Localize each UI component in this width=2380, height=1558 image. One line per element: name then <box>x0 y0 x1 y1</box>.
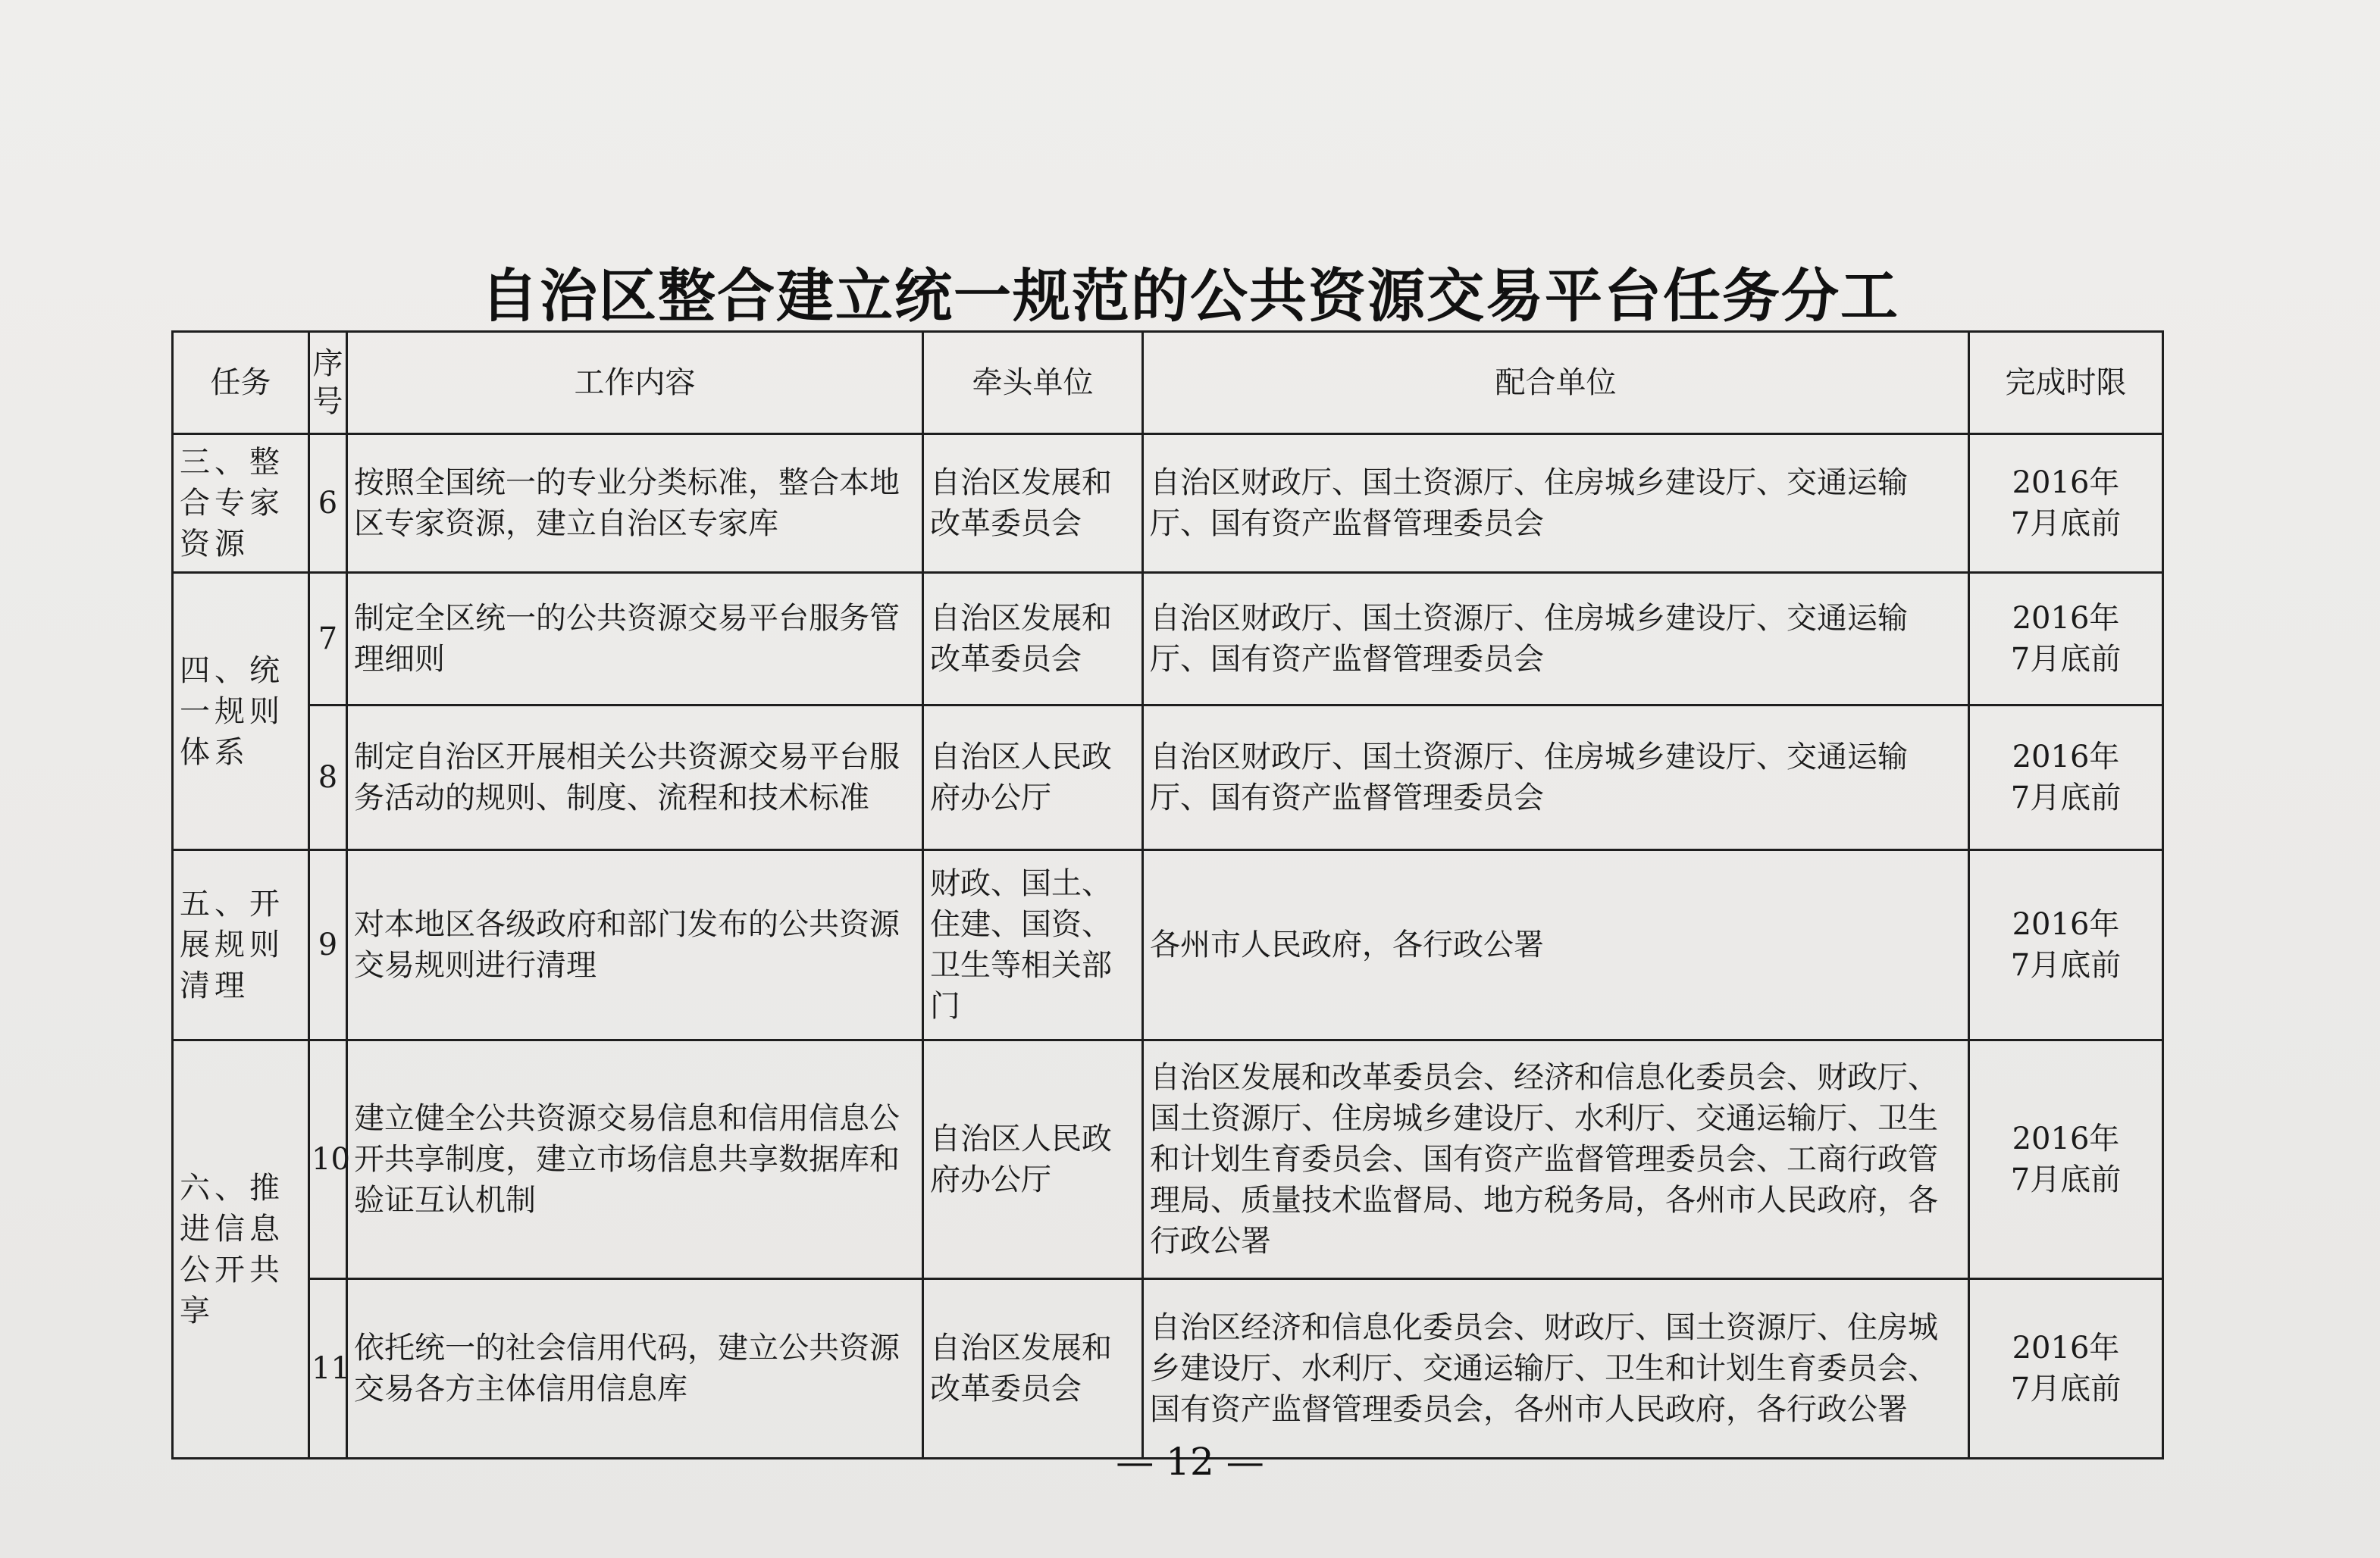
deadline-year: 2016年 <box>2012 465 2120 500</box>
table-row <box>173 1040 2163 1279</box>
deadline-date: 7月底前 <box>2010 1372 2122 1406</box>
lead-cell: 自治区人民政府办公厅 <box>923 1040 1143 1279</box>
header-deadline: 完成时限 <box>1969 332 2163 434</box>
document-title: 自治区整合建立统一规范的公共资源交易平台任务分工 <box>481 262 1899 330</box>
deadline-date: 7月底前 <box>2010 642 2122 677</box>
header-cooperate: 配合单位 <box>1143 332 1969 434</box>
lead-cell: 自治区发展和改革委员会 <box>923 1279 1143 1459</box>
cooperate-cell: 自治区财政厅、国土资源厅、住房城乡建设厅、交通运输厅、国有资产监督管理委员会 <box>1143 705 1969 850</box>
cooperate-cell: 自治区经济和信息化委员会、财政厅、国土资源厅、住房城乡建设厅、水利厅、交通运输厅、卫生和计划生育委员会、国有资产监督管理委员会，各州市人民政府，各行政公署 <box>1143 1279 1969 1459</box>
lead-cell: 自治区发展和改革委员会 <box>923 573 1143 705</box>
work-cell: 按照全国统一的专业分类标准，整合本地区专家资源，建立自治区专家库 <box>347 434 923 573</box>
header-seq: 序号 <box>309 332 347 434</box>
lead-cell: 财政、国土、住建、国资、卫生等相关部门 <box>923 850 1143 1040</box>
deadline-cell <box>1969 573 2163 705</box>
seq-cell: 10 <box>309 1040 347 1279</box>
deadline-year: 2016年 <box>2012 601 2120 636</box>
table-row <box>173 850 2163 1040</box>
work-cell: 制定自治区开展相关公共资源交易平台服务活动的规则、制度、流程和技术标准 <box>347 705 923 850</box>
header-task: 任务 <box>173 332 309 434</box>
cooperate-cell: 各州市人民政府，各行政公署 <box>1143 850 1969 1040</box>
deadline-year: 2016年 <box>2012 1331 2120 1366</box>
table-row <box>173 434 2163 573</box>
deadline-date: 7月底前 <box>2010 781 2122 815</box>
deadline-date: 7月底前 <box>2010 948 2122 983</box>
task-cell: 五、开展规则清理 <box>173 850 309 1040</box>
deadline-cell <box>1969 1279 2163 1459</box>
header-work: 工作内容 <box>347 332 923 434</box>
deadline-year: 2016年 <box>2012 907 2120 942</box>
deadline-date: 7月底前 <box>2010 506 2122 541</box>
seq-cell: 9 <box>309 850 347 1040</box>
deadline-date: 7月底前 <box>2010 1162 2122 1197</box>
seq-cell: 6 <box>309 434 347 573</box>
lead-cell: 自治区发展和改革委员会 <box>923 434 1143 573</box>
work-cell: 制定全区统一的公共资源交易平台服务管理细则 <box>347 573 923 705</box>
task-cell: 三、整合专家资源 <box>173 434 309 573</box>
deadline-cell <box>1969 1040 2163 1279</box>
lead-cell: 自治区人民政府办公厅 <box>923 705 1143 850</box>
seq-cell: 11 <box>309 1279 347 1459</box>
table-row <box>173 1279 2163 1459</box>
work-cell: 依托统一的社会信用代码，建立公共资源交易各方主体信用信息库 <box>347 1279 923 1459</box>
table-row <box>173 573 2163 705</box>
deadline-year: 2016年 <box>2012 740 2120 774</box>
seq-cell: 8 <box>309 705 347 850</box>
cooperate-cell: 自治区财政厅、国土资源厅、住房城乡建设厅、交通运输厅、国有资产监督管理委员会 <box>1143 434 1969 573</box>
task-cell: 四、统一规则体系 <box>173 573 309 850</box>
header-lead: 牵头单位 <box>923 332 1143 434</box>
deadline-cell <box>1969 434 2163 573</box>
page-number: — 12 — <box>1116 1440 1264 1484</box>
deadline-year: 2016年 <box>2012 1122 2120 1156</box>
work-cell: 建立健全公共资源交易信息和信用信息公开共享制度，建立市场信息共享数据库和验证互认机制 <box>347 1040 923 1279</box>
cooperate-cell: 自治区发展和改革委员会、经济和信息化委员会、财政厅、国土资源厅、住房城乡建设厅、水利厅、交通运输厅、卫生和计划生育委员会、国有资产监督管理委员会、工商行政管理局、质量技术监督局、地方税务局，各州市人民政府，各行政公署 <box>1143 1040 1969 1279</box>
table-row <box>173 705 2163 850</box>
table-header-row <box>173 332 2163 434</box>
cooperate-cell: 自治区财政厅、国土资源厅、住房城乡建设厅、交通运输厅、国有资产监督管理委员会 <box>1143 573 1969 705</box>
task-division-table <box>171 330 2164 1459</box>
deadline-cell <box>1969 850 2163 1040</box>
work-cell: 对本地区各级政府和部门发布的公共资源交易规则进行清理 <box>347 850 923 1040</box>
deadline-cell <box>1969 705 2163 850</box>
task-cell: 六、推进信息公开共享 <box>173 1040 309 1459</box>
seq-cell: 7 <box>309 573 347 705</box>
